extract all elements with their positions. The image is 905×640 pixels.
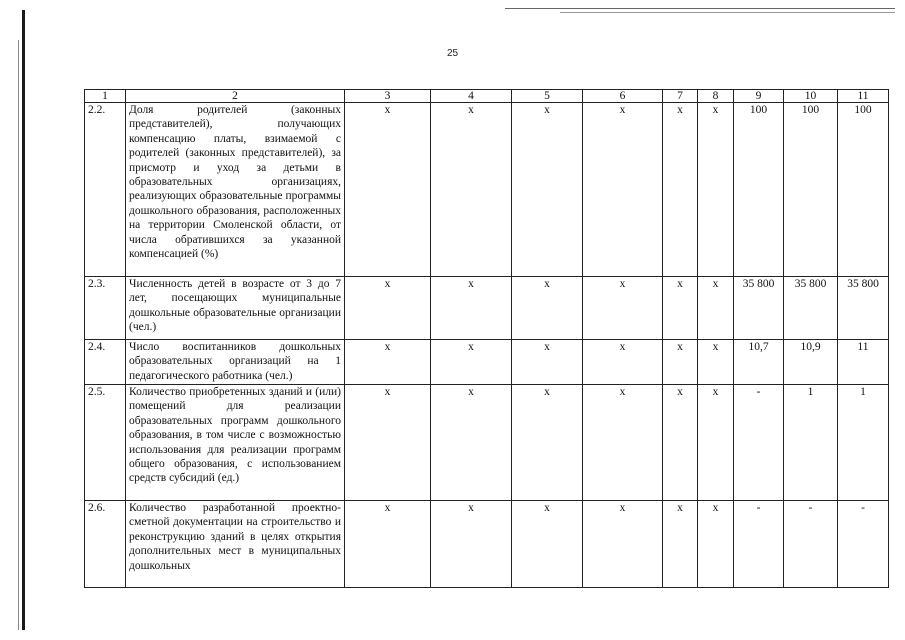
row-value: - — [734, 385, 784, 501]
row-value: х — [431, 501, 512, 588]
row-value: 100 — [734, 103, 784, 277]
row-value: х — [431, 103, 512, 277]
table-row — [85, 103, 889, 277]
table-header-row — [85, 90, 889, 103]
row-description: Количество приобретенных зданий и (или) помещений для реализации образовательных программ дошкольного образования, в том числе с возможностью использования для реализации программ общего образования, с использованием средств субсидий (ед.) — [126, 385, 345, 501]
row-value: - — [734, 501, 784, 588]
table-row — [85, 340, 889, 385]
row-value: х — [698, 385, 734, 501]
column-header: 8 — [698, 90, 734, 103]
column-header: 7 — [663, 90, 698, 103]
row-value: х — [663, 103, 698, 277]
row-value: х — [512, 103, 583, 277]
row-value: х — [345, 385, 431, 501]
row-description: Число воспитанников дошкольных образовательных организаций на 1 педагогического работника (чел.) — [126, 340, 345, 385]
row-value: 1 — [784, 385, 838, 501]
row-value: х — [345, 501, 431, 588]
column-header: 6 — [583, 90, 663, 103]
row-description: Численность детей в возрасте от 3 до 7 лет, посещающих муниципальные дошкольные образовательные организации (чел.) — [126, 277, 345, 340]
page-number: 25 — [446, 48, 459, 59]
row-number: 2.5. — [85, 385, 126, 501]
row-number: 2.6. — [85, 501, 126, 588]
row-value: х — [431, 277, 512, 340]
row-value: 35 800 — [784, 277, 838, 340]
row-value: - — [838, 501, 889, 588]
row-value: х — [345, 340, 431, 385]
row-value: х — [583, 340, 663, 385]
column-header: 2 — [126, 90, 345, 103]
row-number: 2.4. — [85, 340, 126, 385]
column-header: 10 — [784, 90, 838, 103]
row-value: х — [512, 340, 583, 385]
scan-border-left-thin — [18, 40, 19, 630]
row-value: - — [784, 501, 838, 588]
column-header: 11 — [838, 90, 889, 103]
column-header: 4 — [431, 90, 512, 103]
row-value: х — [512, 501, 583, 588]
row-value: х — [512, 385, 583, 501]
row-value: х — [583, 501, 663, 588]
row-value: х — [512, 277, 583, 340]
scan-line-top — [505, 8, 895, 9]
table-row — [85, 385, 889, 501]
row-number: 2.2. — [85, 103, 126, 277]
row-value: х — [345, 103, 431, 277]
row-value: х — [698, 501, 734, 588]
column-header: 3 — [345, 90, 431, 103]
row-value: 100 — [838, 103, 889, 277]
row-value: х — [431, 340, 512, 385]
row-value: 35 800 — [734, 277, 784, 340]
column-header: 5 — [512, 90, 583, 103]
column-header: 9 — [734, 90, 784, 103]
table-row — [85, 501, 889, 588]
scan-border-left — [22, 10, 25, 630]
row-value: х — [663, 385, 698, 501]
row-value: 10,7 — [734, 340, 784, 385]
row-value: 1 — [838, 385, 889, 501]
scan-line-top-secondary — [560, 12, 895, 13]
row-value: х — [345, 277, 431, 340]
row-number: 2.3. — [85, 277, 126, 340]
row-value: х — [698, 340, 734, 385]
row-value: 11 — [838, 340, 889, 385]
row-value: х — [663, 277, 698, 340]
row-value: 100 — [784, 103, 838, 277]
row-value: х — [663, 501, 698, 588]
row-value: х — [583, 103, 663, 277]
row-value: х — [583, 385, 663, 501]
row-value: 35 800 — [838, 277, 889, 340]
row-value: х — [583, 277, 663, 340]
table-row — [85, 277, 889, 340]
row-value: х — [698, 277, 734, 340]
row-value: 10,9 — [784, 340, 838, 385]
column-header: 1 — [85, 90, 126, 103]
indicators-table — [84, 89, 889, 588]
row-value: х — [698, 103, 734, 277]
row-description: Доля родителей (законных представителей), получающих компенсацию платы, взимаемой с родителей (законных представителей), за присмотр и уход за детьми в образовательных организациях, реализующих образовательные программы дошкольного образования, расположенных на территории Смоленской области, от числа обратившихся за указанной компенсацией (%) — [126, 103, 345, 277]
row-value: х — [663, 340, 698, 385]
row-value: х — [431, 385, 512, 501]
row-description: Количество разработанной проектно-сметной документации на строительство и реконструкцию зданий в целях открытия дополнительных мест в муниципальных дошкольных — [126, 501, 345, 588]
